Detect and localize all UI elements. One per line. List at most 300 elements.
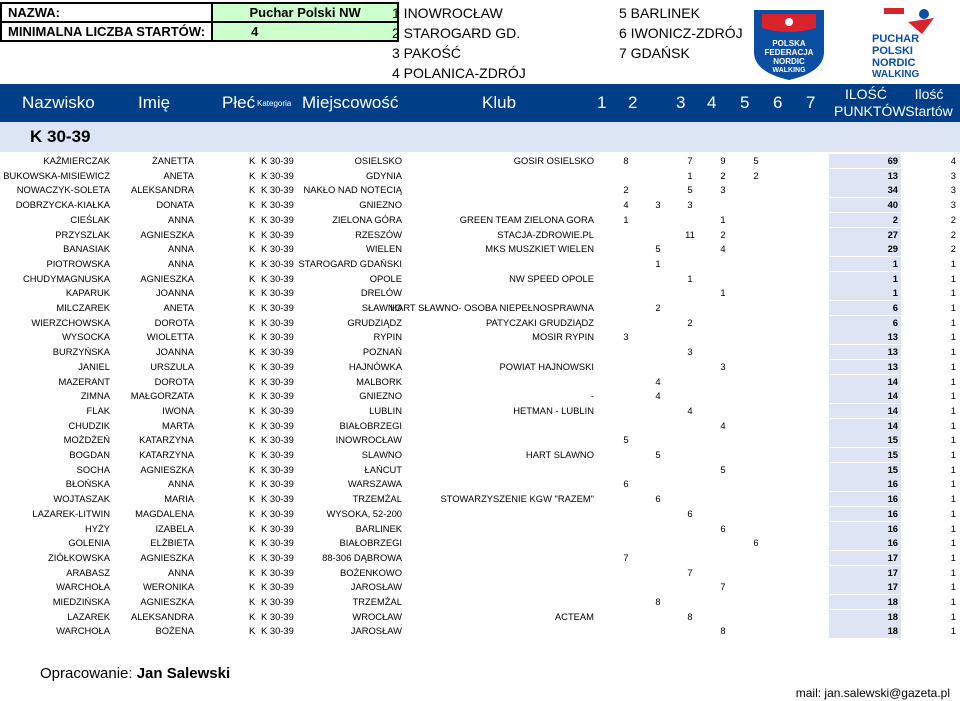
table-row (0, 198, 960, 212)
cell-race-2: 2 (655, 302, 661, 313)
punktow-value: 16 (887, 507, 898, 519)
cell-kategoria: K 30-39 (261, 419, 294, 431)
table-row (0, 154, 960, 168)
cell-plec: K (249, 566, 256, 578)
header-punktow-l2: PUNKTÓW (834, 103, 906, 119)
cell-imie: KATARZYNA (139, 434, 194, 446)
cell-race-3: 1 (687, 272, 693, 284)
cell-startow: 2 (950, 228, 956, 240)
cell-miejscowosc: WYSOKA, 52-200 (326, 507, 402, 519)
header-nazwisko: Nazwisko (22, 93, 95, 112)
cell-plec: K (249, 404, 256, 416)
cell-kategoria: K 30-39 (261, 375, 294, 387)
cell-miejscowosc: JAROSŁAW (350, 581, 402, 593)
pp-line2: POLSKI (872, 45, 913, 57)
table-row (0, 492, 960, 506)
cell-miejscowosc: RZESZÓW (355, 228, 402, 240)
cell-nazwisko: WIERZCHOWSKA (31, 316, 110, 328)
cell-punktow (829, 536, 901, 550)
header-race-4: 4 (707, 93, 717, 112)
table-row (0, 286, 960, 300)
cell-klub: MKS MUSZKIET WIELEN (485, 243, 594, 255)
cell-nazwisko: MAZERANT (58, 375, 110, 387)
info-box (0, 2, 399, 42)
cell-miejscowosc: INOWROCŁAW (335, 434, 402, 446)
cell-kategoria: K 30-39 (261, 228, 294, 240)
cell-miejscowosc: ZIELONA GÓRA (332, 213, 402, 225)
cell-startow: 1 (950, 449, 956, 460)
table-row (0, 330, 960, 344)
cell-startow: 1 (950, 302, 956, 313)
race-item: 3 PAKOŚĆ (392, 45, 461, 61)
cell-miejscowosc: WIELEN (366, 243, 402, 255)
cell-race-5: 6 (753, 537, 759, 549)
header-klub: Klub (482, 93, 517, 112)
pp-line1: PUCHAR (872, 33, 920, 45)
cell-miejscowosc: BOŻENKOWO (340, 566, 402, 578)
cell-klub: PATYCZAKI GRUDZIĄDZ (486, 316, 594, 328)
cell-race-3: 6 (687, 507, 693, 519)
prepared-label: Opracowanie: (40, 665, 137, 682)
cell-race-2: 4 (655, 375, 661, 387)
cell-plec: K (249, 287, 256, 299)
cell-race-1: 1 (623, 213, 629, 225)
cell-miejscowosc: WARSZAWA (347, 478, 402, 490)
cell-race-4: 3 (720, 360, 726, 372)
cell-race-1: 5 (623, 434, 629, 446)
header-imie: Imię (138, 93, 171, 112)
punktow-value: 27 (887, 228, 898, 240)
header-race-5: 5 (740, 93, 750, 112)
cell-miejscowosc: POZNAŃ (362, 346, 402, 358)
cell-imie: URSZULA (150, 360, 194, 372)
pfnw-line4: WALKING (772, 67, 806, 74)
cell-plec: K (249, 272, 256, 284)
cell-plec: K (249, 169, 256, 181)
cell-nazwisko: CHUDYMAGNUSKA (23, 272, 110, 284)
cell-startow: 1 (950, 390, 956, 402)
cell-punktow (829, 198, 901, 212)
cell-imie: JOANNA (155, 287, 194, 299)
cell-race-2: 5 (655, 449, 661, 460)
cell-startow: 1 (950, 596, 956, 607)
table-row (0, 169, 960, 183)
cell-race-3: 3 (687, 199, 693, 211)
cell-punktow (829, 286, 901, 300)
cell-nazwisko: LAZAREK-LITWIN (32, 507, 110, 519)
cell-startow: 3 (950, 169, 956, 181)
cell-kategoria: K 30-39 (261, 213, 294, 225)
cell-miejscowosc: SŁAWNO (361, 302, 402, 313)
cell-startow: 1 (950, 478, 956, 490)
table-row (0, 389, 960, 403)
cell-race-5: 2 (753, 169, 759, 181)
punktow-value: 29 (887, 243, 898, 255)
cell-miejscowosc: JAROSŁAW (350, 625, 402, 637)
punktow-value: 16 (887, 522, 898, 534)
punktow-value: 2 (892, 213, 898, 225)
cell-startow: 1 (950, 257, 956, 269)
cell-race-3: 11 (685, 228, 695, 240)
cell-startow: 1 (950, 537, 956, 549)
cell-miejscowosc: RYPIN (373, 331, 402, 343)
cell-nazwisko: BURZYŃSKA (52, 346, 110, 358)
cell-nazwisko: BANASIAK (63, 243, 110, 255)
table-row (0, 551, 960, 565)
cell-kategoria: K 30-39 (261, 478, 294, 490)
cell-punktow (829, 522, 901, 536)
table-row (0, 536, 960, 550)
cell-nazwisko: JANIEL (78, 360, 110, 372)
cell-miejscowosc: OSIELSKO (354, 155, 402, 166)
cell-punktow (829, 183, 901, 197)
cell-race-4: 1 (720, 287, 726, 299)
cell-plec: K (249, 316, 256, 328)
cell-nazwisko: LAZAREK (67, 610, 110, 622)
cell-race-3: 7 (687, 566, 693, 578)
cell-punktow (829, 463, 901, 477)
cell-miejscowosc: SLAWNO (361, 449, 402, 460)
cell-punktow (829, 169, 901, 183)
cell-klub: HART SLAWNO (525, 449, 594, 460)
cell-punktow (829, 551, 901, 565)
header-race-1: 1 (597, 93, 607, 112)
punktow-value: 18 (887, 596, 898, 607)
cell-nazwisko: FLAK (86, 404, 110, 416)
cell-kategoria: K 30-39 (261, 581, 294, 593)
table-row (0, 272, 960, 286)
header-punktow-l1: ILOŚĆ (844, 86, 887, 102)
table-row (0, 580, 960, 594)
cell-kategoria: K 30-39 (261, 184, 294, 196)
punktow-value: 17 (887, 551, 898, 563)
cell-punktow (829, 213, 901, 227)
race-item: 1 INOWROCŁAW (392, 5, 503, 21)
cell-startow: 1 (950, 360, 956, 372)
cell-punktow (829, 389, 901, 403)
cell-nazwisko: NOWACZYK-SOLETA (16, 184, 110, 196)
cell-punktow (829, 272, 901, 286)
race-item: 5 BARLINEK (619, 5, 700, 21)
cell-punktow (829, 360, 901, 374)
cell-imie: ANNA (167, 257, 194, 269)
cell-imie: MARTA (162, 419, 194, 431)
table-row (0, 301, 960, 315)
table-row (0, 257, 960, 271)
table-row (0, 228, 960, 242)
cell-klub: GOSIR OSIELSKO (513, 155, 594, 166)
cell-race-2: 6 (655, 493, 661, 505)
punktow-value: 6 (892, 316, 898, 328)
punktow-value: 6 (892, 302, 898, 313)
cell-punktow (829, 477, 901, 491)
table-row (0, 522, 960, 536)
cell-kategoria: K 30-39 (261, 257, 294, 269)
cell-kategoria: K 30-39 (261, 390, 294, 402)
cell-punktow (829, 154, 901, 168)
cell-miejscowosc: BARLINEK (355, 522, 402, 534)
cell-startow: 2 (950, 213, 956, 225)
race-item: 2 STAROGARD GD. (392, 25, 521, 41)
cell-miejscowosc: DRELÓW (360, 287, 402, 299)
cell-kategoria: K 30-39 (261, 302, 294, 313)
punktow-value: 15 (887, 463, 898, 475)
cell-miejscowosc: LUBLIN (369, 404, 402, 416)
punktow-value: 14 (887, 390, 898, 402)
cell-race-1: 3 (623, 331, 629, 343)
cell-startow: 1 (950, 566, 956, 578)
cell-klub: STACJA-ZDROWIE.PL (497, 228, 594, 240)
cell-punktow (829, 345, 901, 359)
cell-kategoria: K 30-39 (261, 434, 294, 446)
cell-punktow (829, 580, 901, 594)
cell-race-4: 7 (720, 581, 726, 593)
cell-plec: K (249, 522, 256, 534)
cell-nazwisko: GOLENIA (68, 537, 110, 549)
punktow-value: 16 (887, 537, 898, 549)
cell-startow: 1 (950, 316, 956, 328)
footer-prepared (40, 665, 230, 682)
cell-miejscowosc: WROCŁAW (352, 610, 402, 622)
cell-imie: DOROTA (154, 375, 194, 387)
cell-imie: ANNA (167, 478, 194, 490)
cell-imie: DONATA (156, 199, 194, 211)
cell-plec: K (249, 507, 256, 519)
cell-miejscowosc: GNIEZNO (359, 199, 402, 211)
cell-punktow (829, 610, 901, 624)
cell-nazwisko: MOŻDŻEŃ (63, 434, 110, 446)
header-startow (900, 86, 958, 120)
cell-kategoria: K 30-39 (261, 596, 294, 607)
cell-race-3: 3 (687, 346, 693, 358)
cell-startow: 1 (950, 346, 956, 358)
cell-race-1: 2 (623, 184, 629, 196)
cell-race-1: 8 (623, 155, 629, 166)
cell-race-3: 7 (687, 155, 693, 166)
cell-nazwisko: PIOTROWSKA (46, 257, 110, 269)
cell-kategoria: K 30-39 (261, 199, 294, 211)
cell-nazwisko: WARCHOŁA (56, 581, 110, 593)
cell-klub: - (590, 390, 594, 402)
punktow-value: 1 (892, 287, 898, 299)
cell-kategoria: K 30-39 (261, 551, 294, 563)
cell-race-2: 3 (655, 199, 661, 211)
prepared-name: Jan Salewski (136, 665, 231, 682)
cell-nazwisko: SOCHA (76, 463, 110, 475)
punktow-value: 18 (887, 610, 898, 622)
cell-kategoria: K 30-39 (261, 169, 294, 181)
header-miejscowosc: Miejscowość (302, 93, 399, 112)
cell-imie: WERONIKA (142, 581, 194, 593)
puchar-polski-logo (864, 4, 950, 80)
cell-punktow (829, 228, 901, 242)
table-row (0, 375, 960, 389)
punktow-value: 16 (887, 478, 898, 490)
pfnw-logo (748, 6, 830, 82)
race-list-1 (392, 3, 526, 83)
cell-plec: K (249, 419, 256, 431)
cell-race-2: 5 (655, 243, 661, 255)
punktow-value: 17 (887, 581, 898, 593)
cell-plec: K (249, 243, 256, 255)
table-row (0, 213, 960, 227)
cell-nazwisko: KAŹMIERCZAK (43, 155, 110, 166)
cell-punktow (829, 257, 901, 271)
punktow-value: 13 (887, 331, 898, 343)
punktow-value: 18 (887, 625, 898, 637)
cell-imie: AGNIESZKA (140, 596, 194, 607)
cell-nazwisko: DOBRZYCKA-KIAŁKA (15, 199, 110, 211)
footer-mail: mail: jan.salewski@gazeta.pl (795, 686, 950, 700)
cell-miejscowosc: BIAŁOBRZEGI (339, 419, 402, 431)
punktow-value: 14 (887, 375, 898, 387)
punktow-value: 16 (887, 493, 898, 505)
cell-race-3: 2 (687, 316, 693, 328)
nazwa-value: Puchar Polski NW (212, 3, 398, 22)
cell-imie: IZABELA (155, 522, 194, 534)
cell-kategoria: K 30-39 (261, 625, 294, 637)
cell-nazwisko: CHUDZIK (68, 419, 110, 431)
cell-kategoria: K 30-39 (261, 331, 294, 343)
cell-miejscowosc: GNIEZNO (359, 390, 402, 402)
race-item: 6 IWONICZ-ZDRÓJ (619, 25, 743, 41)
cell-punktow (829, 242, 901, 256)
pp-line4: WALKING (872, 69, 920, 80)
cell-miejscowosc: HAJNÓWKA (348, 360, 402, 372)
cell-plec: K (249, 581, 256, 593)
table-row (0, 316, 960, 330)
cell-kategoria: K 30-39 (261, 346, 294, 358)
race-list-2 (619, 3, 743, 63)
cell-startow: 1 (950, 404, 956, 416)
table-row (0, 477, 960, 491)
cell-klub: GREEN TEAM ZIELONA GORA (459, 213, 594, 225)
table-row (0, 433, 960, 447)
cell-race-4: 2 (720, 169, 726, 181)
table-header (0, 84, 960, 122)
cell-race-1: 7 (623, 551, 629, 563)
cell-klub: NW SPEED OPOLE (509, 272, 594, 284)
cell-punktow (829, 330, 901, 344)
cell-imie: ELŻBIETA (150, 537, 194, 549)
cell-plec: K (249, 346, 256, 358)
header-race-2: 2 (628, 93, 638, 112)
cell-kategoria: K 30-39 (261, 155, 294, 166)
cell-klub: ACTEAM (554, 610, 594, 622)
cell-imie: ANNA (167, 243, 194, 255)
cell-imie: ALEKSANDRA (130, 184, 194, 196)
category-title: K 30-39 (30, 127, 91, 146)
cell-kategoria: K 30-39 (261, 537, 294, 549)
cell-startow: 1 (950, 287, 956, 299)
cell-startow: 1 (950, 272, 956, 284)
cell-imie: ALEKSANDRA (130, 610, 194, 622)
cell-plec: K (249, 228, 256, 240)
cell-startow: 1 (950, 331, 956, 343)
cell-miejscowosc: NAKŁO NAD NOTECIĄ (303, 184, 402, 196)
min-starts-value: 4 (212, 22, 398, 41)
cell-klub: MOSIR RYPIN (532, 331, 594, 343)
punktow-value: 14 (887, 404, 898, 416)
cell-nazwisko: ARABASZ (66, 566, 110, 578)
cell-kategoria: K 30-39 (261, 449, 294, 460)
cell-plec: K (249, 463, 256, 475)
table-row (0, 566, 960, 580)
cell-punktow (829, 375, 901, 389)
cell-plec: K (249, 199, 256, 211)
header-punktow (834, 86, 906, 120)
cell-startow: 1 (950, 610, 956, 622)
header-startow-l2: Startów (905, 103, 953, 119)
cell-plec: K (249, 493, 256, 505)
pfnw-line1: POLSKA (772, 39, 806, 48)
cell-kategoria: K 30-39 (261, 287, 294, 299)
cell-plec: K (249, 625, 256, 637)
cell-race-2: 8 (655, 596, 661, 607)
cell-startow: 1 (950, 522, 956, 534)
cell-nazwisko: WYSOCKA (62, 331, 110, 343)
cell-klub: HETMAN - LUBLIN (513, 404, 594, 416)
cell-klub: STOWARZYSZENIE KGW "RAZEM" (440, 493, 594, 505)
cell-plec: K (249, 390, 256, 402)
cell-startow: 1 (950, 419, 956, 431)
table-row (0, 419, 960, 433)
cell-nazwisko: ZIÓŁKOWSKA (48, 551, 110, 563)
cell-race-4: 8 (720, 625, 726, 637)
header-race-7: 7 (806, 93, 816, 112)
cell-race-4: 3 (720, 184, 726, 196)
table-row (0, 463, 960, 477)
cell-imie: ANNA (167, 566, 194, 578)
cell-plec: K (249, 596, 256, 607)
cell-plec: K (249, 302, 256, 313)
race-item: 7 GDAŃSK (619, 45, 690, 61)
cell-miejscowosc: GDYNIA (366, 169, 402, 181)
table-row (0, 624, 960, 638)
cell-kategoria: K 30-39 (261, 360, 294, 372)
header-race-3: 3 (676, 93, 686, 112)
cell-race-2: 1 (655, 257, 661, 269)
cell-imie: DOROTA (154, 316, 194, 328)
cell-imie: BOŻENA (155, 625, 194, 637)
cell-nazwisko: MILCZAREK (56, 302, 110, 313)
cell-imie: IWONA (162, 404, 194, 416)
cell-race-3: 1 (687, 169, 693, 181)
cell-race-4: 5 (720, 463, 726, 475)
cell-nazwisko: WARCHOŁA (56, 625, 110, 637)
header-plec: Płeć (222, 93, 256, 112)
cell-imie: AGNIESZKA (140, 463, 194, 475)
cell-startow: 3 (950, 184, 956, 196)
punktow-value: 1 (892, 272, 898, 284)
cell-race-1: 6 (623, 478, 629, 490)
cell-imie: KATARZYNA (139, 449, 194, 460)
cell-punktow (829, 301, 901, 315)
table-row (0, 610, 960, 624)
cell-kategoria: K 30-39 (261, 507, 294, 519)
cell-kategoria: K 30-39 (261, 463, 294, 475)
table-row (0, 595, 960, 609)
cell-imie: MARIA (164, 493, 194, 505)
cell-punktow (829, 566, 901, 580)
cell-imie: WIOLETTA (146, 331, 194, 343)
header-kategoria: Kategoria (257, 99, 292, 108)
pfnw-line3: NORDIC (773, 57, 805, 66)
cell-imie: ŻANETTA (151, 155, 194, 166)
cell-kategoria: K 30-39 (261, 272, 294, 284)
cell-klub: POWIAT HAJNOWSKI (499, 360, 594, 372)
cell-miejscowosc: STAROGARD GDAŃSKI (298, 257, 402, 269)
